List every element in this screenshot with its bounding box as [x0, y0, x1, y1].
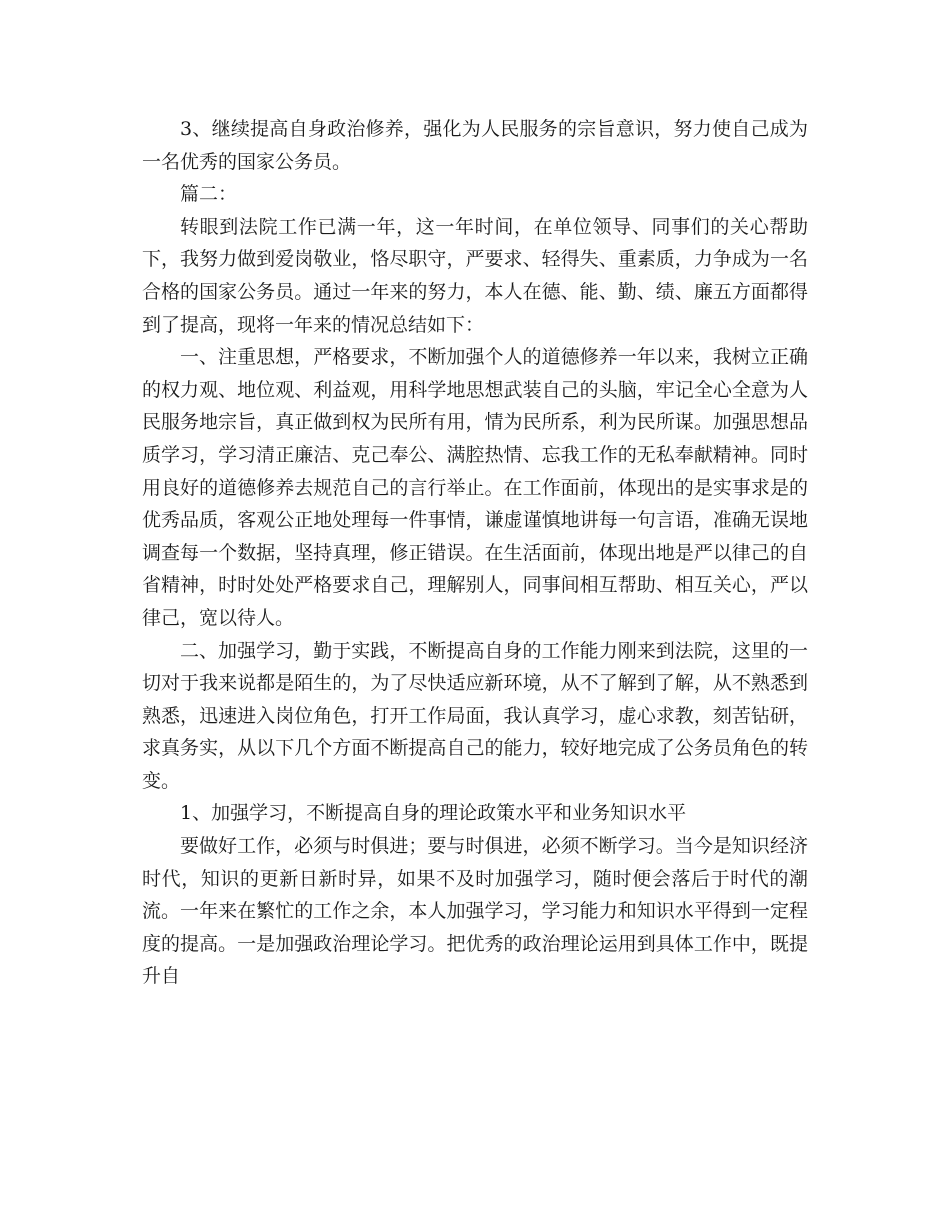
- paragraph-subheading-1: 1、加强学习，不断提高自身的理论政策水平和业务知识水平: [180, 802, 687, 825]
- paragraph-section-one: 一、注重思想，严格要求，不断加强个人的道德修养一年以来，我树立正确的权力观、地位观、利益观，用科学地思想武装自己的头脑，牢记全心全意为人民服务地宗旨，真正做到权为民所有用，情为民所系，利为民所谋。加强思想品质学习，学习清正廉洁、克己奉公、满腔热情、忘我工作的无私奉献精神。同时用良好的道德修养去规范自己的言行举止。在工作面前，体现出的是实事求是的优秀品质，客观公正地处理每一件事情，谦虚谨慎地讲每一句言语，准确无误地调查每一个数据，坚持真理，修正错误。在生活面前，体现出地是严以律己的自省精神，时时处处严格要求自己，理解别人，同事间相互帮助、相互关心，严以律己，宽以待人。: [142, 346, 808, 629]
- paragraph-point-3: 3、继续提高自身政治修养，强化为人民服务的宗旨意识，努力使自己成为一名优秀的国家公务员。: [142, 118, 808, 173]
- document-body: [142, 113, 808, 993]
- paragraph-section-heading: 篇二：: [180, 183, 238, 206]
- paragraph-study: 要做好工作，必须与时俱进；要与时俱进，必须不断学习。当今是知识经济时代，知识的更新日新时异，如果不及时加强学习，随时便会落后于时代的潮流。一年来在繁忙的工作之余，本人加强学习，学习能力和知识水平得到一定程度的提高。一是加强政治理论学习。把优秀的政治理论运用到具体工作中，既提升自: [142, 835, 808, 988]
- paragraph-section-two: 二、加强学习，勤于实践，不断提高自身的工作能力刚来到法院，这里的一切对于我来说都是陌生的，为了尽快适应新环境，从不了解到了解，从不熟悉到熟悉，迅速进入岗位角色，打开工作局面，我认真学习，虚心求教，刻苦钻研，求真务实，从以下几个方面不断提高自己的能力，较好地完成了公务员角色的转变。: [142, 639, 808, 792]
- paragraph-intro: 转眼到法院工作已满一年，这一年时间，在单位领导、同事们的关心帮助下，我努力做到爱岗敬业，恪尽职守，严要求、轻得失、重素质，力争成为一名合格的国家公务员。通过一年来的努力，本人在德、能、勤、绩、廉五方面都得到了提高，现将一年来的情况总结如下：: [142, 215, 808, 336]
